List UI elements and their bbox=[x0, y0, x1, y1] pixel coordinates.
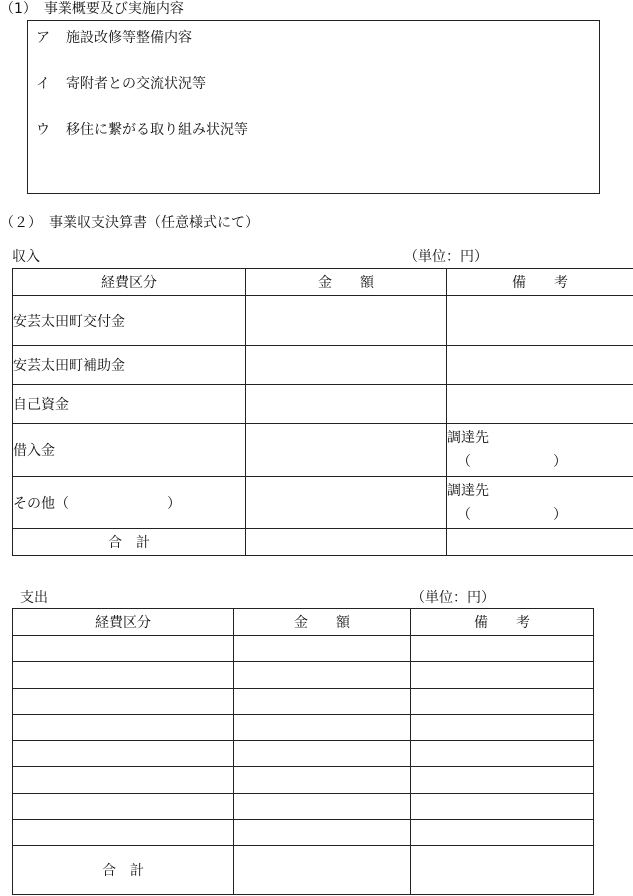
source-label: 調達先 bbox=[447, 430, 489, 446]
amount-cell[interactable] bbox=[246, 296, 447, 346]
other-label-close: ） bbox=[167, 495, 181, 512]
category-cell[interactable] bbox=[13, 714, 234, 740]
table-row bbox=[13, 741, 594, 767]
amount-cell[interactable] bbox=[234, 846, 411, 895]
table-row bbox=[13, 820, 594, 846]
amount-cell[interactable] bbox=[234, 820, 411, 846]
remarks-cell[interactable] bbox=[447, 385, 633, 424]
table-row bbox=[13, 636, 594, 662]
category-cell[interactable] bbox=[13, 688, 234, 714]
expense-table bbox=[12, 608, 594, 895]
category-cell[interactable] bbox=[13, 662, 234, 688]
amount-cell[interactable] bbox=[234, 793, 411, 819]
amount-cell[interactable] bbox=[234, 636, 411, 662]
category-cell[interactable] bbox=[13, 793, 234, 819]
paren-close: ） bbox=[553, 506, 567, 523]
section2-heading: （２） 事業収支決算書（任意様式にて） bbox=[0, 215, 259, 231]
summary-item-i bbox=[36, 73, 206, 93]
row-label: 安芸太田町補助金 bbox=[13, 346, 246, 385]
remarks-cell[interactable] bbox=[411, 688, 594, 714]
table-row bbox=[13, 688, 594, 714]
other-label: その他（ bbox=[13, 495, 69, 512]
amount-cell[interactable] bbox=[246, 424, 447, 477]
source-label: 調達先 bbox=[447, 482, 489, 499]
category-cell[interactable] bbox=[13, 820, 234, 846]
remarks-cell[interactable] bbox=[411, 767, 594, 793]
header-amount: 金 額 bbox=[246, 269, 447, 296]
table-row bbox=[13, 385, 633, 424]
header-remarks: 備 考 bbox=[447, 269, 633, 296]
source-paren bbox=[447, 503, 567, 527]
summary-item-u bbox=[36, 119, 248, 139]
category-cell[interactable] bbox=[13, 741, 234, 767]
row-label: 借入金 bbox=[13, 424, 246, 477]
table-row bbox=[13, 793, 594, 819]
category-cell[interactable] bbox=[13, 636, 234, 662]
source-paren bbox=[447, 450, 567, 474]
total-row bbox=[13, 846, 594, 895]
row-label-other bbox=[13, 477, 246, 529]
amount-cell[interactable] bbox=[234, 714, 411, 740]
item-text: 寄附者との交流状況等 bbox=[66, 76, 206, 92]
income-title: 収入 bbox=[12, 249, 40, 265]
summary-item-a bbox=[36, 27, 192, 47]
table-row bbox=[13, 424, 633, 477]
amount-cell[interactable] bbox=[234, 662, 411, 688]
row-label: 自己資金 bbox=[13, 385, 246, 424]
income-table bbox=[12, 268, 633, 556]
total-label: 合 計 bbox=[13, 529, 246, 556]
remarks-cell[interactable] bbox=[447, 346, 633, 385]
item-mark: ウ bbox=[36, 122, 50, 138]
amount-cell[interactable] bbox=[234, 741, 411, 767]
remarks-cell[interactable] bbox=[447, 296, 633, 346]
item-text: 施設改修等整備内容 bbox=[66, 30, 192, 46]
table-row bbox=[13, 296, 633, 346]
item-mark: ア bbox=[36, 30, 50, 46]
amount-cell[interactable] bbox=[234, 767, 411, 793]
remarks-cell[interactable] bbox=[411, 820, 594, 846]
table-row bbox=[13, 767, 594, 793]
expense-unit: （単位：円） bbox=[411, 590, 495, 606]
remarks-cell[interactable] bbox=[411, 662, 594, 688]
table-header-row bbox=[13, 269, 633, 296]
item-text: 移住に繋がる取り組み状況等 bbox=[66, 122, 248, 138]
remarks-cell[interactable] bbox=[447, 529, 633, 556]
table-header-row bbox=[13, 609, 594, 636]
remarks-cell[interactable] bbox=[411, 741, 594, 767]
income-unit: （単位：円） bbox=[404, 249, 488, 265]
project-summary-box bbox=[27, 20, 600, 194]
remarks-cell[interactable] bbox=[447, 424, 633, 477]
row-label: 安芸太田町交付金 bbox=[13, 296, 246, 346]
amount-cell[interactable] bbox=[246, 529, 447, 556]
header-category: 経費区分 bbox=[13, 269, 246, 296]
paren-open: （ bbox=[457, 454, 471, 470]
remarks-cell[interactable] bbox=[447, 477, 633, 529]
item-mark: イ bbox=[36, 76, 50, 92]
expense-title: 支出 bbox=[20, 590, 48, 606]
table-row bbox=[13, 714, 594, 740]
amount-cell[interactable] bbox=[246, 477, 447, 529]
remarks-cell[interactable] bbox=[411, 636, 594, 662]
paren-close: ） bbox=[553, 454, 567, 470]
header-amount: 金 額 bbox=[234, 609, 411, 636]
amount-cell[interactable] bbox=[234, 688, 411, 714]
remarks-cell[interactable] bbox=[411, 846, 594, 895]
table-row bbox=[13, 477, 633, 529]
total-row bbox=[13, 529, 633, 556]
paren-open: （ bbox=[457, 506, 471, 523]
table-row bbox=[13, 662, 594, 688]
amount-cell[interactable] bbox=[246, 346, 447, 385]
remarks-cell[interactable] bbox=[411, 793, 594, 819]
header-remarks: 備 考 bbox=[411, 609, 594, 636]
remarks-cell[interactable] bbox=[411, 714, 594, 740]
category-cell[interactable] bbox=[13, 767, 234, 793]
header-category: 経費区分 bbox=[13, 609, 234, 636]
total-label: 合 計 bbox=[13, 846, 234, 895]
section1-heading: （1） 事業概要及び実施内容 bbox=[0, 1, 184, 17]
table-row bbox=[13, 346, 633, 385]
amount-cell[interactable] bbox=[246, 385, 447, 424]
